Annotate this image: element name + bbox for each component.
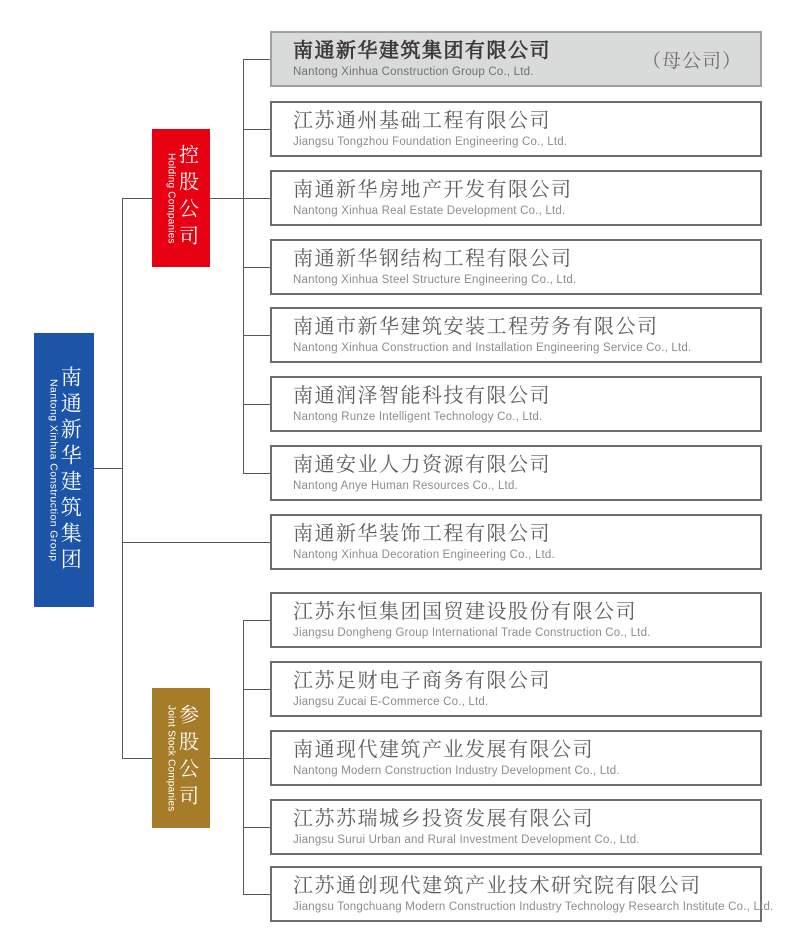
joint-stock-companies-label-zh: 参股公司 bbox=[175, 704, 198, 812]
stub-line bbox=[243, 689, 270, 690]
stub-line bbox=[243, 335, 270, 336]
company-name-en: Jiangsu Tongchuang Modern Construction Industry Technology Research Institute Co., Ltd. bbox=[293, 901, 774, 913]
company-name-en: Nantong Xinhua Steel Structure Engineering Co., Ltd. bbox=[293, 274, 577, 286]
company-name-zh: 南通新华房地产开发有限公司 bbox=[293, 179, 573, 201]
company-box bbox=[270, 514, 762, 570]
company-name-zh: 南通新华钢结构工程有限公司 bbox=[293, 248, 573, 270]
stub-line bbox=[243, 267, 270, 268]
company-name-en: Nantong Xinhua Construction Group Co., Ltd. bbox=[293, 66, 534, 78]
holding-companies-label-zh: 控股公司 bbox=[175, 144, 198, 252]
stub-line bbox=[243, 404, 270, 405]
parent-company-note: （母公司） bbox=[641, 50, 742, 72]
company-name-zh: 江苏苏瑞城乡投资发展有限公司 bbox=[293, 808, 594, 830]
company-box bbox=[270, 170, 762, 226]
joint-stock-companies-box bbox=[152, 688, 210, 828]
joint-stock-companies-label-en: Joint Stock Companies bbox=[165, 704, 177, 812]
company-name-en: Nantong Xinhua Real Estate Development Co., Ltd. bbox=[293, 205, 566, 217]
company-name-en: Nantong Xinhua Decoration Engineering Co., Ltd. bbox=[293, 549, 555, 561]
company-name-zh: 南通润泽智能科技有限公司 bbox=[293, 385, 551, 407]
root-group-name-en: Nantong Xinhua Construction Group bbox=[47, 378, 60, 562]
company-box bbox=[270, 101, 762, 157]
company-name-zh: 江苏通创现代建筑产业技术研究院有限公司 bbox=[293, 875, 702, 897]
root-group-name-zh: 南通新华建筑集团 bbox=[58, 366, 82, 574]
company-name-zh: 南通新华装饰工程有限公司 bbox=[293, 523, 551, 545]
company-box bbox=[270, 592, 762, 648]
company-box bbox=[270, 307, 762, 363]
holding-companies-box bbox=[152, 129, 210, 267]
stub-line bbox=[243, 473, 270, 474]
company-name-zh: 江苏足财电子商务有限公司 bbox=[293, 670, 551, 692]
joint-stock-trunk-line bbox=[243, 620, 244, 894]
company-box bbox=[270, 866, 774, 922]
company-name-zh: 南通现代建筑产业发展有限公司 bbox=[293, 739, 594, 761]
company-name-en: Jiangsu Surui Urban and Rural Investment Development Co., Ltd. bbox=[293, 834, 640, 846]
company-box bbox=[270, 661, 762, 717]
company-name-en: Nantong Anye Human Resources Co., Ltd. bbox=[293, 480, 518, 492]
company-box bbox=[270, 730, 762, 786]
company-name-en: Jiangsu Tongzhou Foundation Engineering Co., Ltd. bbox=[293, 136, 568, 148]
holding-trunk-line bbox=[243, 59, 244, 473]
stub-line bbox=[243, 894, 270, 895]
company-box bbox=[270, 799, 762, 855]
company-name-zh: 南通市新华建筑安装工程劳务有限公司 bbox=[293, 316, 659, 338]
company-box bbox=[270, 376, 762, 432]
company-name-en: Jiangsu Zucai E-Commerce Co., Ltd. bbox=[293, 696, 489, 708]
company-box bbox=[270, 445, 762, 501]
stub-line bbox=[243, 827, 270, 828]
company-name-en: Nantong Modern Construction Industry Development Co., Ltd. bbox=[293, 765, 620, 777]
company-box-parent bbox=[270, 31, 762, 87]
root-connector-line bbox=[94, 468, 122, 469]
stub-line bbox=[243, 129, 270, 130]
company-box bbox=[270, 239, 762, 295]
stub-line bbox=[243, 620, 270, 621]
company-name-zh: 南通安业人力资源有限公司 bbox=[293, 454, 551, 476]
main-trunk-line bbox=[122, 198, 123, 758]
root-group-box bbox=[34, 333, 94, 607]
company-name-zh: 南通新华建筑集团有限公司 bbox=[293, 40, 551, 62]
company-name-zh: 江苏通州基础工程有限公司 bbox=[293, 110, 551, 132]
company-name-zh: 江苏东恒集团国贸建设股份有限公司 bbox=[293, 601, 637, 623]
company-text bbox=[293, 40, 551, 78]
stub-line bbox=[243, 59, 270, 60]
company-name-en: Nantong Runze Intelligent Technology Co., Ltd. bbox=[293, 411, 543, 423]
decoration-connector-line bbox=[122, 542, 270, 543]
company-name-en: Jiangsu Dongheng Group International Trade Construction Co., Ltd. bbox=[293, 627, 651, 639]
company-name-en: Nantong Xinhua Construction and Installation Engineering Service Co., Ltd. bbox=[293, 342, 692, 354]
holding-companies-label-en: Holding Companies bbox=[165, 152, 177, 244]
